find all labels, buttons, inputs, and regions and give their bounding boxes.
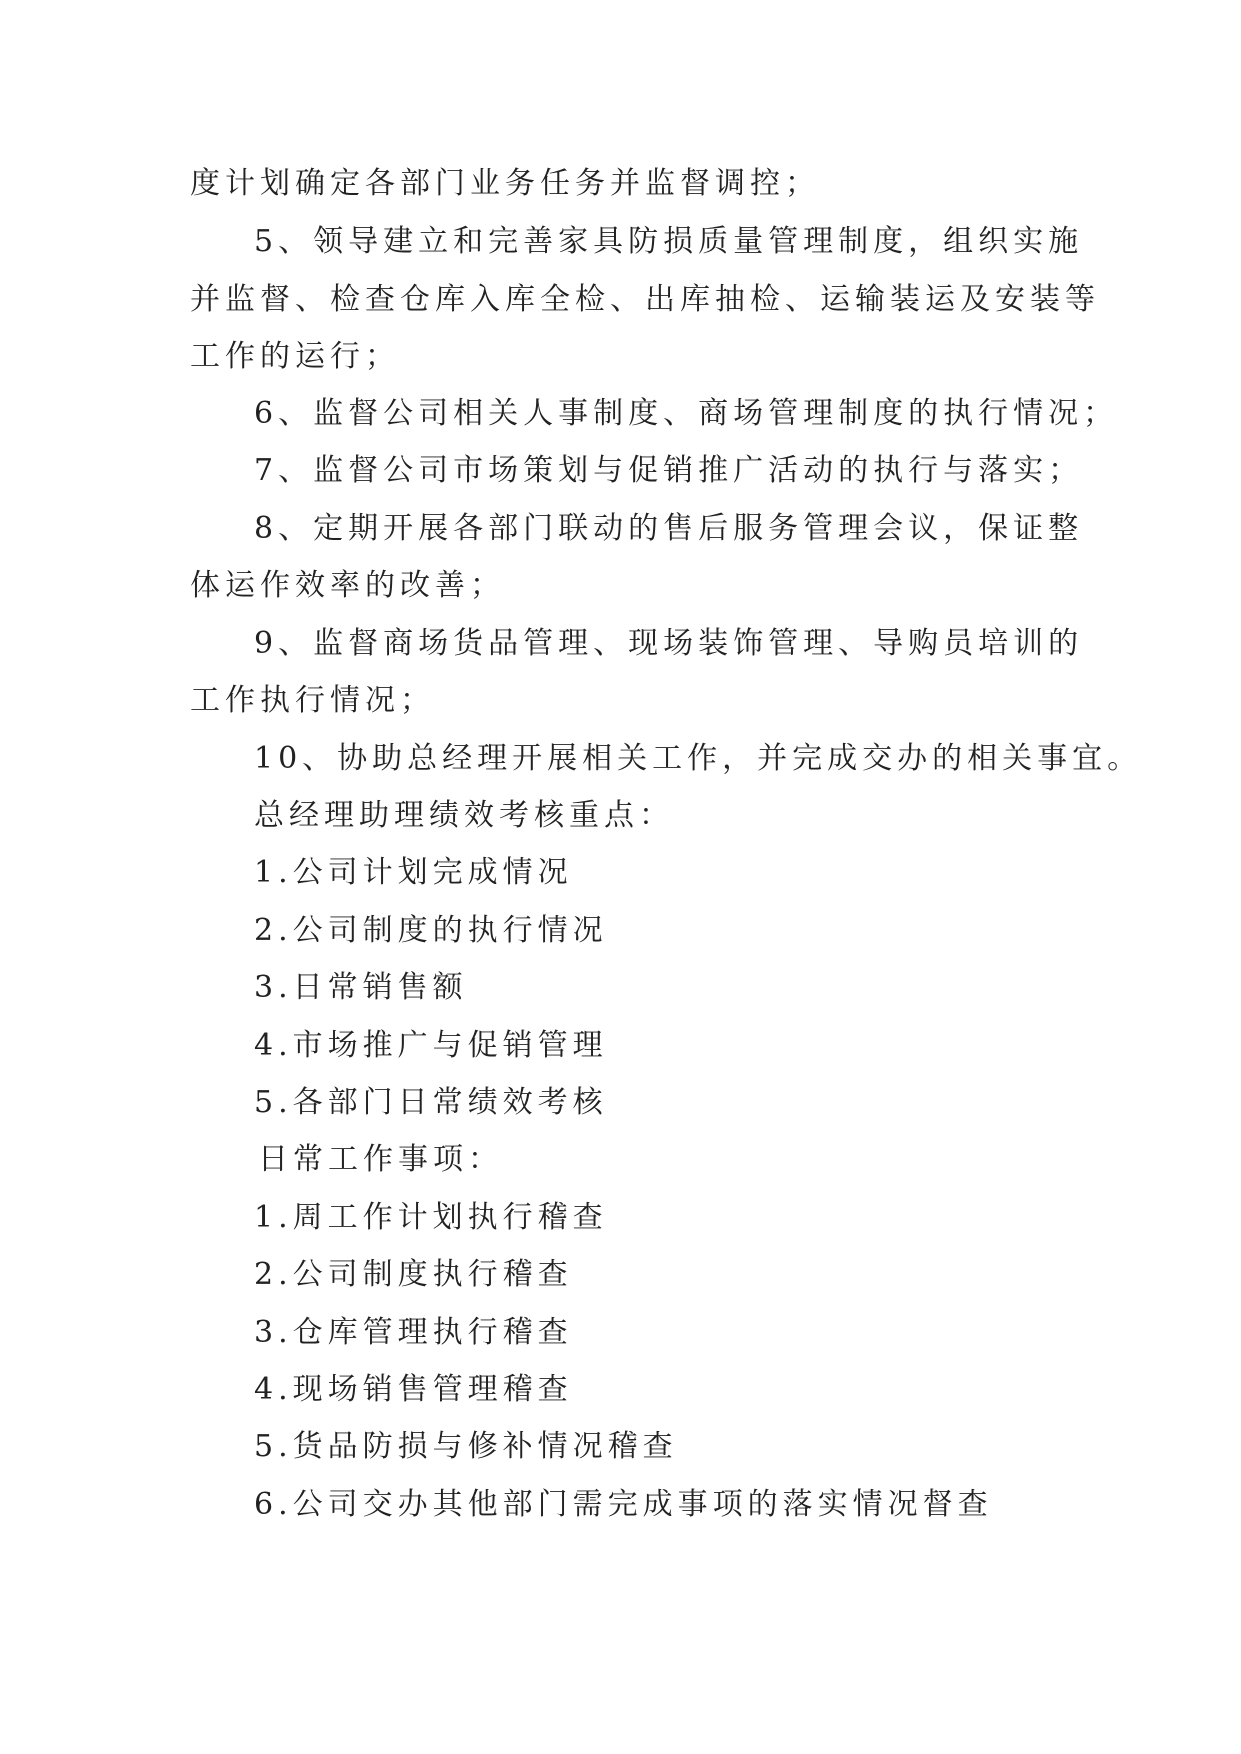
text-line: 5、领导建立和完善家具防损质量管理制度，组织实施: [254, 224, 1084, 259]
section-heading: 日常工作事项：: [258, 1142, 503, 1177]
text-line: 8、定期开展各部门联动的售后服务管理会议，保证整: [254, 511, 1084, 546]
section-heading: 总经理助理绩效考核重点：: [254, 798, 674, 833]
list-item: 1.公司计划完成情况: [254, 855, 573, 890]
text-line: 度计划确定各部门业务任务并监督调控；: [190, 166, 820, 201]
list-item: 2.公司制度执行稽查: [254, 1257, 573, 1292]
text-line: 6、监督公司相关人事制度、商场管理制度的执行情况；: [254, 396, 1119, 431]
list-item: 6.公司交办其他部门需完成事项的落实情况督查: [254, 1487, 993, 1522]
text-line: 并监督、检查仓库入库全检、出库抽检、运输装运及安装等: [190, 282, 1100, 317]
text-line: 工作的运行；: [190, 339, 400, 374]
list-item: 4.现场销售管理稽查: [254, 1372, 573, 1407]
list-item: 5.货品防损与修补情况稽查: [254, 1429, 678, 1464]
list-item: 3.日常销售额: [254, 970, 468, 1005]
list-item: 2.公司制度的执行情况: [254, 913, 608, 948]
list-item: 4.市场推广与促销管理: [254, 1028, 608, 1063]
list-item: 5.各部门日常绩效考核: [254, 1085, 608, 1120]
list-item: 1.周工作计划执行稽查: [254, 1200, 608, 1235]
list-item: 3.仓库管理执行稽查: [254, 1315, 573, 1350]
text-line: 工作执行情况；: [190, 683, 435, 718]
text-line: 9、监督商场货品管理、现场装饰管理、导购员培训的: [254, 626, 1084, 661]
text-line: 7、监督公司市场策划与促销推广活动的执行与落实；: [254, 453, 1084, 488]
text-line: 10、协助总经理开展相关工作，并完成交办的相关事宜。: [254, 741, 1143, 776]
text-line: 体运作效率的改善；: [190, 568, 505, 603]
